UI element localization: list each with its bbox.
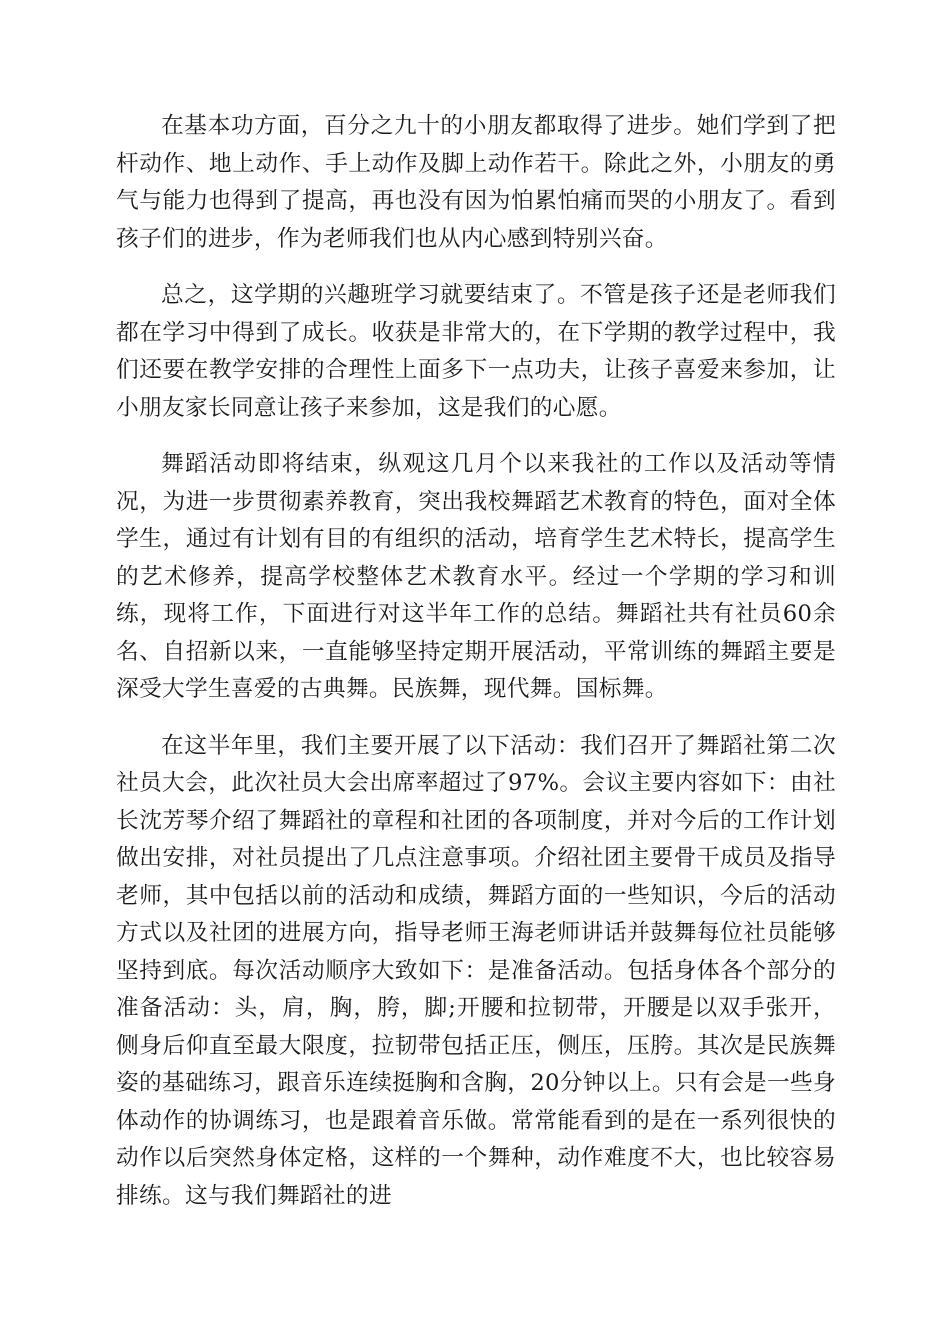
paragraph-activities-detail: 在这半年里，我们主要开展了以下活动：我们召开了舞蹈社第二次社员大会，此次社员大会出席率超过了97%。会议主要内容如下：由社长沈芳琴介绍了舞蹈社的章程和社团的各项制度，并对今后的工作计划做出安排，对社员提出了几点注意事项。介绍社团主要骨干成员及指导老师，其中包括以前的活动和成绩，舞蹈方面的一些知识，今后的活动方式以及社团的进展方向，指导老师王海老师讲话并鼓舞每位社员能够坚持到底。每次活动顺序大致如下：是准备活动。包括身体各个部分的准备活动：头，肩，胸，胯，脚;开腰和拉韧带，开腰是以双手张开，侧身后仰直至最大限度，拉韧带包括正压，侧压，压胯。其次是民族舞姿的基础练习，跟音乐连续挺胸和含胸，20分钟以上。只有会是一些身体动作的协调练习，也是跟着音乐做。常常能看到的是在一系列很快的动作以后突然身体定格，这样的一个舞种，动作难度不大，也比较容易排练。这与我们舞蹈社的进 [116,732,836,1209]
paragraph-basic-skills-progress: 在基本功方面，百分之九十的小朋友都取得了进步。她们学到了把杆动作、地上动作、手上动作及脚上动作若干。除此之外，小朋友的勇气与能力也得到了提高，再也没有因为怕累怕痛而哭的小朋友了。看到孩子们的进步，作为老师我们也从内心感到特别兴奋。 [116,113,836,252]
paragraph-dance-club-overview: 舞蹈活动即将结束，纵观这几月个以来我社的工作以及活动等情况，为进一步贯彻素养教育，突出我校舞蹈艺术教育的特色，面对全体学生，通过有计划有目的有组织的活动，培育学生艺术特长，提高学生的艺术修养，提高学校整体艺术教育水平。经过一个学期的学习和训练，现将工作，下面进行对这半年工作的总结。舞蹈社共有社员60余名、自招新以来，一直能够坚持定期开展活动，平常训练的舞蹈主要是深受大学生喜爱的古典舞。民族舞，现代舞。国标舞。 [116,451,836,702]
paragraph-semester-summary: 总之，这学期的兴趣班学习就要结束了。不管是孩子还是老师我们都在学习中得到了成长。收获是非常大的，在下学期的教学过程中，我们还要在教学安排的合理性上面多下一点功夫，让孩子喜爱来参加，让小朋友家长同意让孩子来参加，这是我们的心愿。 [116,282,836,421]
document-body [116,108,836,1215]
